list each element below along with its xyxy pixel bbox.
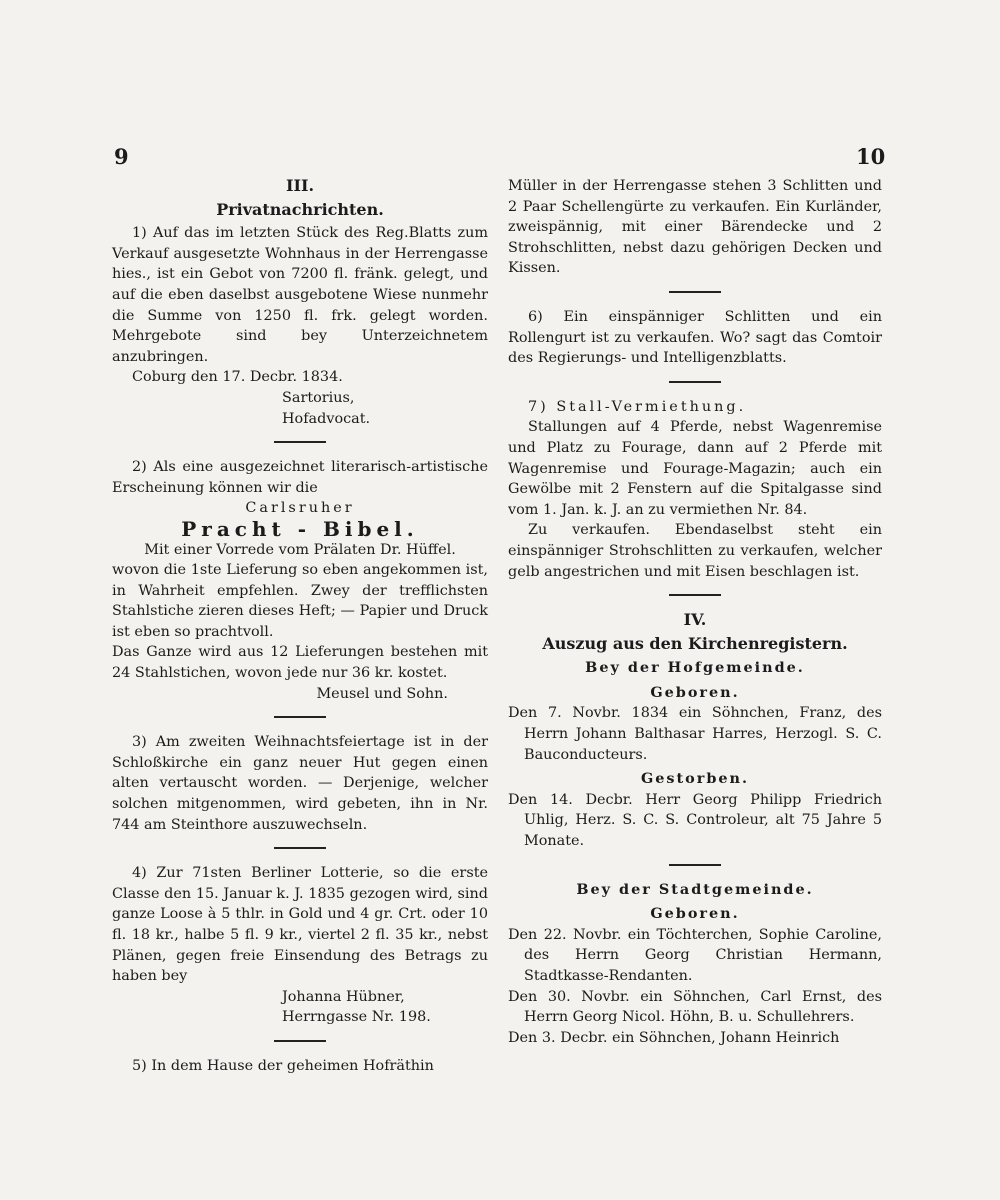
entry5-continuation: Müller in der Herrengasse stehen 3 Schlitten und 2 Paar Schellengürte zu verkaufen. Ein Kurländer, zweispännig, mit einer Bärendecke und 2 Strohschlitten, nebst dazu gehörigen Decken und Kissen. <box>508 178 882 277</box>
page-number-right: 10 <box>856 144 886 169</box>
divider-5 <box>669 291 721 293</box>
entry2-intro: 2) Als eine ausgezeichnet literarisch-artistische Erscheinung können wir die <box>112 459 488 496</box>
entry7-text2: Zu verkaufen. Ebendaselbst steht ein einspänniger Strohschlitten zu verkaufen, welcher gelb angestrichen und mit Eisen beschlagen ist. <box>508 522 882 580</box>
entry1-text: 1) Auf das im letzten Stück des Reg.Blatts zum Verkauf ausgesetzte Wohnhaus in der Herrengasse hies., ist ein Gebot von 7200 fl. fränk. gelegt, und auf die eben daselbst ausgebotene Wiese nunmehr die Summe von 1250 fl. frk. gelegt worden. Mehrgebote sind bey Unterzeichnetem anzubringen. <box>112 225 488 365</box>
entry2-title-line1: Carlsruher <box>245 500 355 517</box>
entry2-title-line2: Pracht - Bibel. <box>181 516 419 541</box>
stadtgemeinde-heading: Bey der Stadtgemeinde. <box>576 880 814 898</box>
entry2-text: wovon die 1ste Lieferung so eben angekommen ist, in Wahrheit empfehlen. Zwey der trefflichsten Stahlstiche zieren dieses Heft; — Papier und Druck ist eben so prachtvoll. <box>112 562 488 640</box>
section-number-iii: III. <box>285 176 315 195</box>
entry2-subtitle: Mit einer Vorrede vom Prälaten Dr. Hüffel. <box>144 541 456 558</box>
entry1-signature-name: Sartorius, <box>282 389 355 406</box>
entry7-heading: 7) Stall-Vermiethung. <box>528 398 747 415</box>
entry2-text2: Das Ganze wird aus 12 Lieferungen bestehen mit 24 Stahlstichen, wovon jede nur 36 kr. kostet. <box>112 644 488 682</box>
entry5-start: 5) In dem Hause der geheimen Hofräthin <box>132 1057 434 1074</box>
entry4-signature-address: Herrngasse Nr. 198. <box>282 1009 431 1026</box>
entry7-text: Stallungen auf 4 Pferde, nebst Wagenremise und Platz zu Fourage, dann auf 2 Pferde mit Wagenremise und Fourage-Magazin; auch ein Gewölbe mit 2 Fenstern auf die Spitalgasse sind vom 1. Jan. k. J. an zu vermiethen Nr. 84. <box>508 419 882 518</box>
page-number-left: 9 <box>114 144 129 169</box>
divider-8 <box>669 864 721 866</box>
divider-1 <box>274 441 326 443</box>
entry1-date: Coburg den 17. Decbr. 1834. <box>132 369 343 386</box>
right-column <box>508 176 882 1048</box>
hofgemeinde-heading: Bey der Hofgemeinde. <box>585 659 805 677</box>
entry3-text: 3) Am zweiten Weihnachtsfeiertage ist in der Schloßkirche ein ganz neuer Hut gegen einen alten vertauscht worden. — Derjenige, welcher solchen mitgenommen, wird gebeten, ihn in Nr. 744 am Steinthore auszuwechseln. <box>112 734 488 833</box>
entry4-text: 4) Zur 71sten Berliner Lotterie, so die erste Classe den 15. Januar k. J. 1835 gezogen wird, sind ganze Loose à 5 thlr. in Gold und 4 gr. Crt. oder 10 fl. 18 kr., halbe 5 fl. 9 kr., viertel 2 fl. 35 kr., nebst Plänen, gegen freie Einsendung des Betrags zu haben bey <box>112 865 488 985</box>
hof-died-entry: Den 14. Decbr. Herr Georg Philipp Friedrich Uhlig, Herz. S. C. S. Controleur, alt 75 Jahre 5 Monate. <box>508 791 882 850</box>
hof-born-heading: Geboren. <box>650 683 740 701</box>
hof-died-heading: Gestorben. <box>640 770 750 788</box>
entry2-signature: Meusel und Sohn. <box>316 685 448 702</box>
entry6-text: 6) Ein einspänniger Schlitten und ein Rollengurt ist zu verkaufen. Wo? sagt das Comtoir des Regierungs- und Intelligenzblatts. <box>508 308 882 367</box>
divider-4 <box>274 1040 326 1042</box>
stadt-born-entry-3: Den 3. Decbr. ein Söhnchen, Johann Heinrich <box>508 1029 840 1046</box>
section-number-iv: IV. <box>683 610 707 630</box>
section-title-kirchenregister: Auszug aus den Kirchenregistern. <box>542 633 848 653</box>
stadt-born-heading: Geboren. <box>650 905 740 923</box>
entry4-signature-name: Johanna Hübner, <box>282 988 405 1005</box>
stadt-born-entry-2: Den 30. Novbr. ein Söhnchen, Carl Ernst, des Herrn Georg Nicol. Höhn, B. u. Schullehrers. <box>508 988 882 1026</box>
stadt-born-entry-1: Den 22. Novbr. ein Töchterchen, Sophie Caroline, des Herrn Georg Christian Hermann, Stadtkasse-Rendanten. <box>508 926 882 984</box>
divider-7 <box>669 594 721 596</box>
hof-born-entry: Den 7. Novbr. 1834 ein Söhnchen, Franz, des Herrn Johann Balthasar Harres, Herzogl. S. C. Bauconducteurs. <box>508 705 882 763</box>
divider-2 <box>274 716 326 718</box>
divider-6 <box>669 381 721 383</box>
entry1-signature-title: Hofadvocat. <box>282 410 371 427</box>
left-column <box>112 176 488 1077</box>
divider-3 <box>274 847 326 849</box>
section-title-privatnachrichten: Privatnachrichten. <box>216 199 384 219</box>
